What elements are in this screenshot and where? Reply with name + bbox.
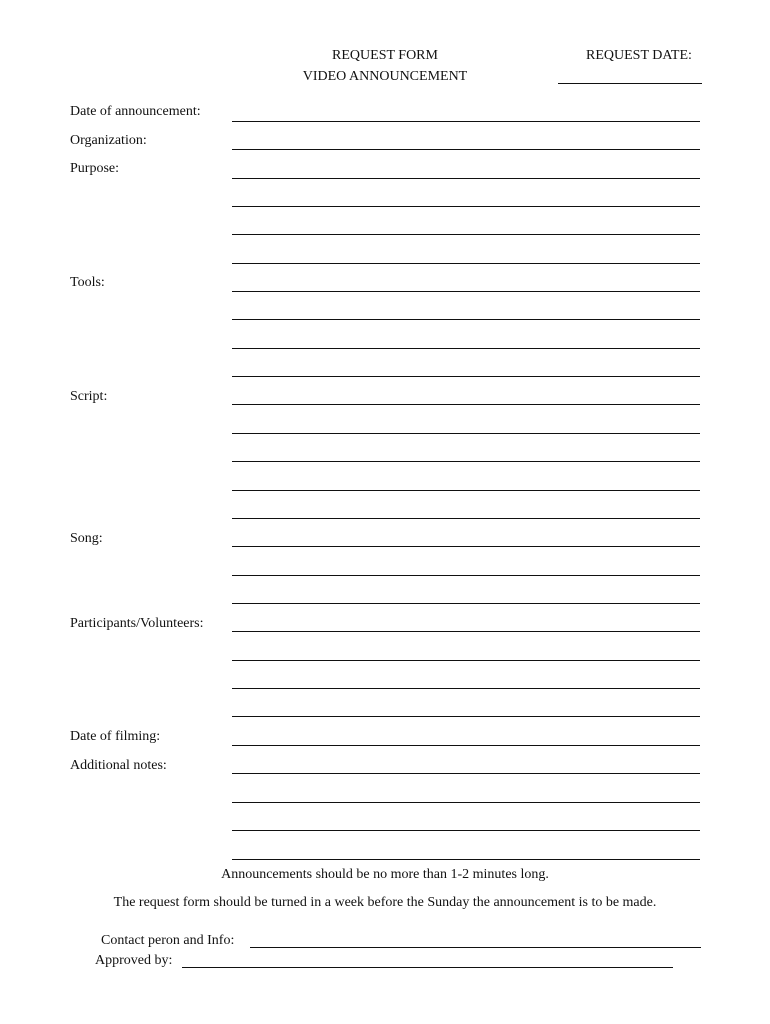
additional-notes-field-line[interactable]	[232, 773, 700, 774]
participants-field-line[interactable]	[232, 688, 700, 689]
purpose-field-line[interactable]	[232, 234, 700, 235]
date-of-announcement-field[interactable]	[232, 121, 700, 122]
approved-by-field[interactable]	[182, 967, 673, 968]
contact-label: Contact peron and Info:	[101, 933, 235, 948]
song-field-line[interactable]	[232, 575, 700, 576]
approved-by-label: Approved by:	[95, 953, 173, 968]
form-subtitle: VIDEO ANNOUNCEMENT	[302, 69, 468, 84]
tools-field-line[interactable]	[232, 319, 700, 320]
tools-field-line[interactable]	[232, 291, 700, 292]
form-title: REQUEST FORM	[332, 48, 438, 63]
organization-field[interactable]	[232, 149, 700, 150]
date-of-filming-label: Date of filming:	[70, 729, 161, 744]
script-field-line[interactable]	[232, 433, 700, 434]
purpose-field-line[interactable]	[232, 263, 700, 264]
script-label: Script:	[70, 389, 108, 404]
participants-field-line[interactable]	[232, 716, 700, 717]
length-note: Announcements should be no more than 1-2 minutes long.	[221, 867, 549, 882]
tools-field-line[interactable]	[232, 348, 700, 349]
song-field-line[interactable]	[232, 603, 700, 604]
song-field-line[interactable]	[232, 546, 700, 547]
additional-notes-label: Additional notes:	[70, 758, 167, 773]
participants-field-line[interactable]	[232, 660, 700, 661]
contact-field[interactable]	[250, 947, 701, 948]
tools-label: Tools:	[70, 275, 105, 290]
additional-notes-field-line[interactable]	[232, 830, 700, 831]
script-field-line[interactable]	[232, 404, 700, 405]
date-of-announcement-label: Date of announcement:	[70, 104, 201, 119]
participants-field-line[interactable]	[232, 631, 700, 632]
purpose-field-line[interactable]	[232, 178, 700, 179]
date-of-filming-field[interactable]	[232, 745, 700, 746]
organization-label: Organization:	[70, 133, 147, 148]
request-date-field[interactable]	[558, 83, 702, 84]
song-label: Song:	[70, 531, 103, 546]
additional-notes-field-line[interactable]	[232, 802, 700, 803]
additional-notes-field-line[interactable]	[232, 859, 700, 860]
script-field-line[interactable]	[232, 461, 700, 462]
request-date-label: REQUEST DATE:	[586, 48, 692, 63]
script-field-line[interactable]	[232, 490, 700, 491]
tools-field-line[interactable]	[232, 376, 700, 377]
deadline-note: The request form should be turned in a week before the Sunday the announcement is to be made.	[113, 895, 657, 910]
purpose-field-line[interactable]	[232, 206, 700, 207]
participants-label: Participants/Volunteers:	[70, 616, 204, 631]
script-field-line[interactable]	[232, 518, 700, 519]
purpose-label: Purpose:	[70, 161, 119, 176]
